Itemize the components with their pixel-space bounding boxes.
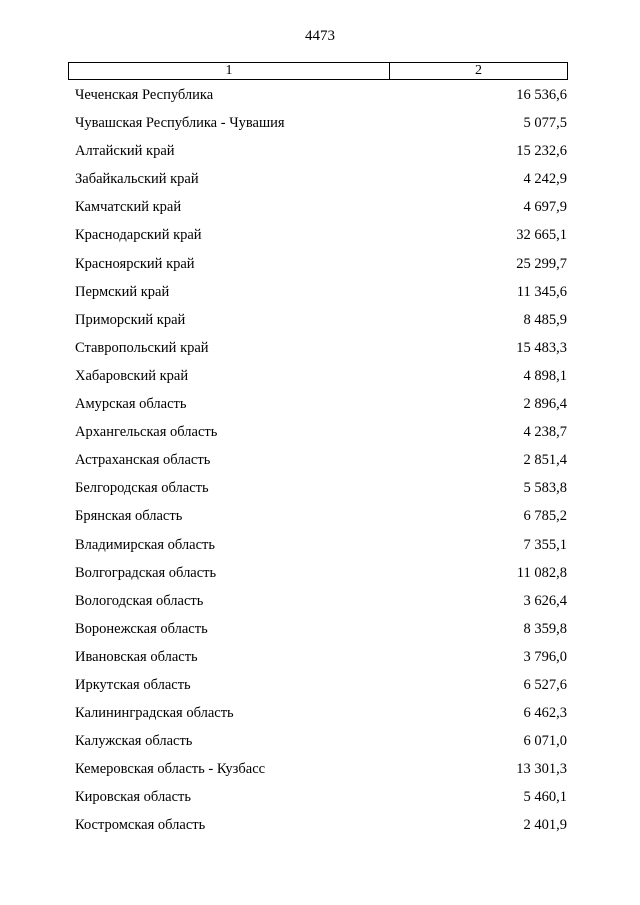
region-name: Приморский край xyxy=(75,311,186,328)
table-row xyxy=(0,307,640,335)
region-value: 4 898,1 xyxy=(523,367,567,384)
region-name: Архангельская область xyxy=(75,424,218,441)
table-row xyxy=(0,222,640,250)
region-value: 2 401,9 xyxy=(523,817,567,834)
table-row xyxy=(0,812,640,840)
table-row xyxy=(0,672,640,700)
table-row xyxy=(0,251,640,279)
region-value: 8 359,8 xyxy=(523,620,567,637)
region-name: Хабаровский край xyxy=(75,367,189,384)
region-value: 5 583,8 xyxy=(523,480,567,497)
region-name: Пермский край xyxy=(75,283,170,300)
header-column-2: 2 xyxy=(475,63,482,78)
region-value: 25 299,7 xyxy=(516,255,567,272)
region-name: Владимирская область xyxy=(75,536,215,553)
region-name: Белгородская область xyxy=(75,480,209,497)
region-name: Астраханская область xyxy=(75,452,211,469)
table-row xyxy=(0,138,640,166)
region-value: 8 485,9 xyxy=(523,311,567,328)
region-value: 6 527,6 xyxy=(523,676,567,693)
region-value: 5 077,5 xyxy=(523,115,567,132)
region-name: Чувашская Республика - Чувашия xyxy=(75,115,285,132)
table-row xyxy=(0,616,640,644)
table-row xyxy=(0,419,640,447)
region-value: 7 355,1 xyxy=(523,536,567,553)
table-row xyxy=(0,588,640,616)
table-row xyxy=(0,756,640,784)
region-value: 4 238,7 xyxy=(523,424,567,441)
region-name: Костромская область xyxy=(75,817,206,834)
table-row xyxy=(0,475,640,503)
region-name: Кемеровская область - Кузбасс xyxy=(75,761,266,778)
region-value: 2 896,4 xyxy=(523,396,567,413)
region-value: 4 697,9 xyxy=(523,199,567,216)
table-row xyxy=(0,728,640,756)
table-row xyxy=(0,784,640,812)
table-row xyxy=(0,166,640,194)
region-name: Чеченская Республика xyxy=(75,87,214,103)
region-value: 13 301,3 xyxy=(516,761,567,778)
table-row xyxy=(0,700,640,728)
table-row xyxy=(0,644,640,672)
region-name: Камчатский край xyxy=(75,199,182,216)
table-row xyxy=(0,335,640,363)
region-name: Вологодская область xyxy=(75,592,204,609)
table-row xyxy=(0,279,640,307)
table-row xyxy=(0,363,640,391)
region-value: 6 785,2 xyxy=(523,508,567,525)
region-name: Калужская область xyxy=(75,733,193,750)
region-name: Ивановская область xyxy=(75,648,198,665)
region-name: Воронежская область xyxy=(75,620,208,637)
region-value: 15 483,3 xyxy=(516,339,567,356)
region-value: 11 082,8 xyxy=(516,564,567,581)
table-row xyxy=(0,110,640,138)
table-row xyxy=(0,391,640,419)
region-name: Кировская область xyxy=(75,789,192,806)
region-name: Алтайский край xyxy=(75,143,175,160)
region-name: Калининградская область xyxy=(75,705,234,722)
region-name: Ставропольский край xyxy=(75,339,209,356)
region-name: Забайкальский край xyxy=(75,171,199,188)
region-value: 6 071,0 xyxy=(523,733,567,750)
table-row xyxy=(0,532,640,560)
region-name: Красноярский край xyxy=(75,255,195,272)
region-value: 15 232,6 xyxy=(516,143,567,160)
table-row xyxy=(0,194,640,222)
table-body xyxy=(0,82,640,841)
region-name: Краснодарский край xyxy=(75,227,202,244)
region-name: Иркутская область xyxy=(75,676,191,693)
region-value: 5 460,1 xyxy=(523,789,567,806)
header-column-1: 1 xyxy=(69,63,390,79)
region-value: 6 462,3 xyxy=(523,705,567,722)
table-row xyxy=(0,447,640,475)
region-name: Амурская область xyxy=(75,396,187,413)
region-name: Брянская область xyxy=(75,508,183,525)
region-name: Волгоградская область xyxy=(75,564,217,581)
region-value: 3 796,0 xyxy=(523,648,567,665)
table-header xyxy=(68,62,568,80)
region-value: 32 665,1 xyxy=(516,227,567,244)
region-value: 11 345,6 xyxy=(516,283,567,300)
region-value: 4 242,9 xyxy=(523,171,567,188)
table-row xyxy=(0,503,640,531)
page-number: 4473 xyxy=(305,28,335,44)
region-value: 3 626,4 xyxy=(523,592,567,609)
table-row xyxy=(0,82,640,110)
region-value: 16 536,6 xyxy=(516,87,567,103)
region-value: 2 851,4 xyxy=(523,452,567,469)
table-row xyxy=(0,560,640,588)
